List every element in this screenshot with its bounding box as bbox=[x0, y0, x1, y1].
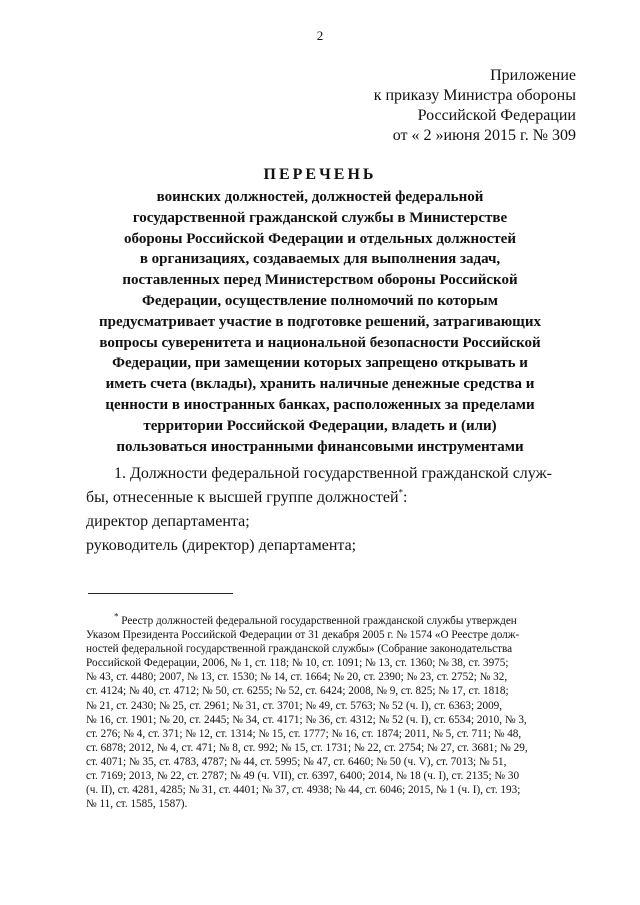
item-1-line bbox=[86, 486, 586, 510]
appendix-line: Российской Федерации bbox=[417, 107, 576, 124]
appendix-date-line: от « 2 »июня 2015 г. № 309 bbox=[392, 127, 576, 144]
subtitle-line: ценности в иностранных банках, расположенных за пределами bbox=[105, 396, 535, 413]
subtitle-line: воинских должностей, должностей федеральной bbox=[156, 189, 484, 205]
appendix-header bbox=[330, 66, 576, 146]
footnote-line: ст. 4124; № 40, ст. 4712; № 50, ст. 6255; № 52, ст. 6424; 2008, № 9, ст. 825; № 17, ст. 1818; bbox=[86, 685, 509, 698]
footnote-marker: * bbox=[114, 611, 119, 622]
subtitle-line: Федерации, при замещении которых запрещено открывать и bbox=[112, 355, 528, 372]
page-number: 2 bbox=[316, 28, 324, 43]
footnote-line: № 43, ст. 4480; 2007, № 13, ст. 1530; № 14, ст. 1664; № 20, ст. 2390; № 23, ст. 2752; № 32, bbox=[86, 671, 508, 684]
item-1-line: 1. Должности федеральной государственной гражданской служ- bbox=[114, 465, 552, 482]
subtitle-line: территории Российской Федерации, владеть и (или) bbox=[143, 417, 497, 434]
document-title: ПЕРЕЧЕНЬ bbox=[263, 166, 377, 183]
document-heading bbox=[60, 165, 580, 457]
footnote-line: ст. 4071; № 35, ст. 4783, 4787; № 44, ст. 5995; № 47, ст. 6460; № 50 (ч. V), ст. 7013; № 51, bbox=[86, 755, 507, 768]
subtitle-line: Федерации, осуществление полномочий по которым bbox=[142, 292, 498, 309]
body-text bbox=[86, 462, 586, 558]
footnote-text: Реестр должностей федеральной государственной гражданской службы утвержден bbox=[121, 615, 517, 627]
subtitle-line: предусматривает участие в подготовке решений, затрагивающих bbox=[99, 313, 541, 330]
subtitle-line: государственной гражданской службы в Министерстве bbox=[132, 209, 508, 226]
subtitle-line: иметь счета (вклады), хранить наличные денежные средства и bbox=[105, 376, 535, 393]
item-1-text: бы, отнесенные к высшей группе должностей bbox=[86, 489, 399, 506]
footnote-line: Российской Федерации, 2006, № 1, ст. 118; № 10, ст. 1091; № 13, ст. 1360; № 38, ст. 3975; bbox=[86, 657, 509, 670]
footnote-line: ст. 7169; 2013, № 22, ст. 2787; № 49 (ч. VII), ст. 6397, 6400; 2014, № 18 (ч. I), ст. 2135; № 30 bbox=[86, 770, 520, 783]
footnote bbox=[86, 611, 596, 811]
footnote-line: Указом Президента Российской Федерации от 31 декабря 2005 г. № 1574 «О Реестре долж- bbox=[86, 629, 520, 642]
subtitle-line: в организациях, создаваемых для выполнения задач, bbox=[139, 251, 501, 268]
footnote-line: № 21, ст. 2430; № 25, ст. 2961; № 31, ст. 3701; № 49, ст. 5763; № 52 (ч. I), ст. 6363; 2009, bbox=[86, 699, 503, 712]
footnote-line: ностей федеральной государственной гражданской службы» (Собрание законодательства bbox=[86, 643, 513, 656]
document-subtitle bbox=[60, 187, 580, 457]
footnote-line: № 11, ст. 1585, 1587). bbox=[86, 798, 188, 811]
footnote-line: ст. 276; № 4, ст. 371; № 12, ст. 1314; № 15, ст. 1777; № 16, ст. 1874; 2011, № 5, ст. 711; № 48, bbox=[86, 727, 522, 740]
item-1-colon: : bbox=[403, 489, 408, 506]
subtitle-line: пользоваться иностранными финансовыми инструментами bbox=[116, 438, 524, 455]
footnote-line: (ч. II), ст. 4281, 4285; № 31, ст. 4401; № 37, ст. 4938; № 44, ст. 6046; 2015, № 1 (ч. I), ст. 193; bbox=[86, 784, 521, 797]
footnote-reference: * bbox=[398, 487, 404, 498]
footnote-line: № 16, ст. 1901; № 20, ст. 2445; № 34, ст. 4171; № 36, ст. 4312; № 52 (ч. I), ст. 6534; 2010, № 3, bbox=[86, 713, 527, 726]
appendix-line: к приказу Министра обороны bbox=[373, 87, 576, 104]
footnote-line: ст. 6878; 2012, № 4, ст. 471; № 8, ст. 992; № 15, ст. 1731; № 22, ст. 2754; № 27, ст. 3681; № 29, bbox=[86, 741, 528, 754]
subtitle-line: вопросы суверенитета и национальной безопасности Российской bbox=[99, 334, 541, 351]
position-item: директор департамента; bbox=[86, 513, 250, 530]
subtitle-line: поставленных перед Министерством обороны Российской bbox=[122, 272, 518, 289]
subtitle-line: обороны Российской Федерации и отдельных должностей bbox=[124, 230, 516, 247]
footnote-separator bbox=[88, 593, 233, 594]
appendix-line: Приложение bbox=[490, 67, 576, 84]
position-item: руководитель (директор) департамента; bbox=[86, 537, 357, 554]
footnote-line bbox=[86, 611, 596, 628]
